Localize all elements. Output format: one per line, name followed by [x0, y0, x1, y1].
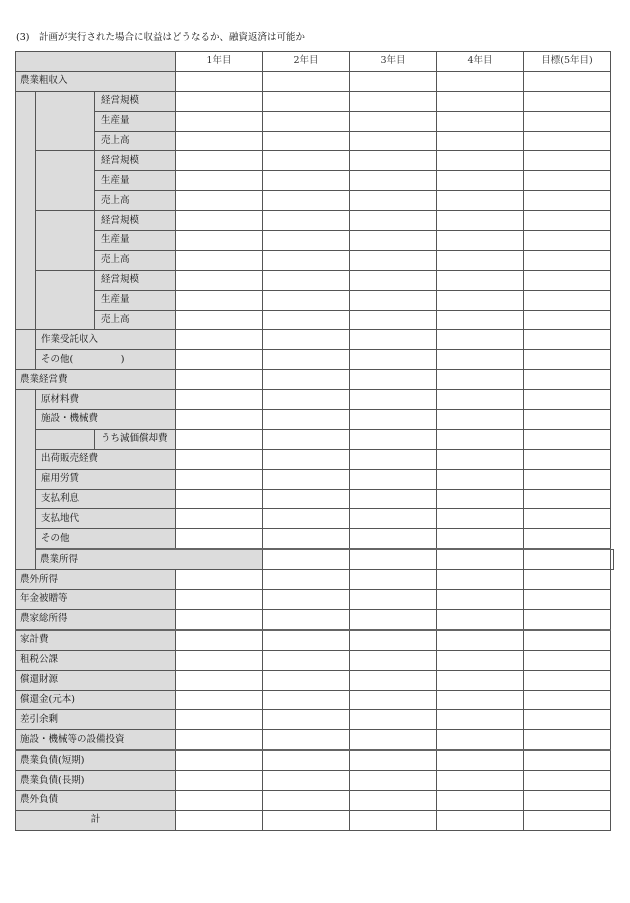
value-cell[interactable]: [263, 469, 350, 489]
value-cell[interactable]: [350, 191, 437, 211]
value-cell[interactable]: [524, 390, 611, 410]
value-cell[interactable]: [524, 771, 611, 791]
value-cell[interactable]: [350, 810, 437, 830]
corner-cell: [16, 52, 176, 72]
value-cell[interactable]: [350, 630, 437, 650]
value-cell[interactable]: [263, 630, 350, 650]
value-cell[interactable]: [350, 609, 437, 629]
value-cell[interactable]: [524, 290, 611, 310]
value-cell[interactable]: [263, 590, 350, 610]
value-cell[interactable]: [524, 570, 611, 590]
value-cell[interactable]: [263, 191, 350, 211]
value-cell[interactable]: [437, 151, 524, 171]
value-cell[interactable]: [350, 529, 437, 549]
value-cell[interactable]: [437, 429, 524, 449]
value-cell[interactable]: [524, 630, 611, 650]
value-cell[interactable]: [524, 790, 611, 810]
label-labor: 雇用労賃: [36, 469, 176, 489]
value-cell[interactable]: [263, 810, 350, 830]
label-scale: 経営規模: [95, 211, 176, 231]
value-cell[interactable]: [176, 290, 263, 310]
value-cell[interactable]: [176, 390, 263, 410]
value-cell[interactable]: [437, 529, 524, 549]
label-sales: 売上高: [95, 131, 176, 151]
value-cell[interactable]: [524, 151, 611, 171]
value-cell[interactable]: [437, 449, 524, 469]
value-cell[interactable]: [437, 250, 524, 270]
value-cell[interactable]: [263, 509, 350, 529]
value-cell[interactable]: [263, 250, 350, 270]
value-cell[interactable]: [263, 650, 350, 670]
income-bracket: [16, 330, 36, 370]
value-cell[interactable]: [350, 350, 437, 370]
value-cell[interactable]: [350, 710, 437, 730]
value-cell[interactable]: [437, 670, 524, 690]
value-cell[interactable]: [437, 650, 524, 670]
expense-bracket: [16, 390, 36, 570]
value-cell[interactable]: [263, 151, 350, 171]
income-plan-table: [15, 51, 614, 831]
label-repay-source: 償還財源: [16, 670, 176, 690]
label-income-header: 農業粗収入: [16, 71, 176, 91]
value-cell[interactable]: [263, 730, 350, 750]
crop-name-cell[interactable]: [36, 211, 95, 271]
value-cell[interactable]: [176, 330, 263, 350]
row-pension: [16, 590, 614, 610]
value-cell[interactable]: [176, 670, 263, 690]
label-production: 生産量: [95, 290, 176, 310]
row-nonfarm-income: [16, 570, 614, 590]
value-cell[interactable]: [350, 690, 437, 710]
label-investment: 施設・機械等の設備投資: [16, 730, 176, 750]
value-cell[interactable]: [263, 270, 350, 290]
value-cell[interactable]: [524, 489, 611, 509]
value-cell[interactable]: [263, 750, 350, 770]
row-debt-nonfarm: [16, 790, 614, 810]
label-living: 家計費: [16, 630, 176, 650]
value-cell[interactable]: [350, 290, 437, 310]
value-cell[interactable]: [176, 690, 263, 710]
label-debt-nonfarm: 農外負債: [16, 790, 176, 810]
row-surplus: [16, 710, 614, 730]
value-cell[interactable]: [350, 590, 437, 610]
value-cell[interactable]: [350, 449, 437, 469]
value-cell[interactable]: [263, 330, 350, 350]
income-bracket: [16, 91, 36, 330]
value-cell[interactable]: [524, 429, 611, 449]
value-cell[interactable]: [263, 690, 350, 710]
value-cell[interactable]: [176, 730, 263, 750]
value-cell[interactable]: [350, 390, 437, 410]
value-cell[interactable]: [176, 151, 263, 171]
value-cell[interactable]: [176, 370, 263, 390]
label-sales: 売上高: [95, 310, 176, 330]
value-cell[interactable]: [350, 131, 437, 151]
value-cell[interactable]: [263, 670, 350, 690]
value-cell[interactable]: [437, 771, 524, 791]
value-cell[interactable]: [176, 91, 263, 111]
value-cell[interactable]: [263, 410, 350, 430]
value-cell[interactable]: [263, 529, 350, 549]
value-cell[interactable]: [263, 790, 350, 810]
value-cell[interactable]: [437, 690, 524, 710]
value-cell[interactable]: [350, 111, 437, 131]
value-cell[interactable]: [350, 310, 437, 330]
value-cell[interactable]: [263, 71, 350, 91]
label-facilities: 施設・機械費: [36, 410, 176, 430]
value-cell[interactable]: [524, 171, 611, 191]
value-cell[interactable]: [263, 290, 350, 310]
value-cell[interactable]: [176, 810, 263, 830]
value-cell[interactable]: [437, 570, 524, 590]
value-cell[interactable]: [263, 390, 350, 410]
value-cell[interactable]: [176, 429, 263, 449]
value-cell[interactable]: [524, 590, 611, 610]
value-cell[interactable]: [437, 489, 524, 509]
value-cell[interactable]: [524, 549, 611, 569]
value-cell[interactable]: [437, 609, 524, 629]
value-cell[interactable]: [263, 609, 350, 629]
value-cell[interactable]: [524, 111, 611, 131]
row-total: [16, 810, 614, 830]
value-cell[interactable]: [524, 690, 611, 710]
value-cell[interactable]: [263, 370, 350, 390]
row-facilities: [16, 410, 614, 430]
value-cell[interactable]: [176, 171, 263, 191]
row-total-income: [16, 609, 614, 629]
row-farm-income: [16, 549, 614, 569]
value-cell[interactable]: [176, 191, 263, 211]
value-cell[interactable]: [524, 650, 611, 670]
value-cell[interactable]: [437, 171, 524, 191]
row-investment: [16, 730, 614, 750]
label-production: 生産量: [95, 111, 176, 131]
row-debt-long: [16, 771, 614, 791]
value-cell[interactable]: [176, 71, 263, 91]
value-cell[interactable]: [350, 171, 437, 191]
value-cell[interactable]: [611, 549, 614, 569]
row-other-income: [16, 350, 614, 370]
value-cell[interactable]: [524, 529, 611, 549]
column-header: 目標(5年目): [524, 52, 611, 72]
value-cell[interactable]: [176, 650, 263, 670]
value-cell[interactable]: [176, 410, 263, 430]
crop-name-cell[interactable]: [36, 151, 95, 211]
value-cell[interactable]: [524, 730, 611, 750]
row-production: [16, 171, 614, 191]
value-cell[interactable]: [437, 630, 524, 650]
value-cell[interactable]: [437, 310, 524, 330]
row-depreciation: [16, 429, 614, 449]
value-cell[interactable]: [176, 609, 263, 629]
label-debt-long: 農業負債(長期): [16, 771, 176, 791]
value-cell[interactable]: [176, 509, 263, 529]
row-scale: [16, 270, 614, 290]
value-cell[interactable]: [524, 509, 611, 529]
value-cell[interactable]: [437, 730, 524, 750]
value-cell[interactable]: [524, 609, 611, 629]
value-cell[interactable]: [437, 350, 524, 370]
label-scale: 経営規模: [95, 91, 176, 111]
value-cell[interactable]: [263, 231, 350, 251]
value-cell[interactable]: [437, 549, 524, 569]
value-cell[interactable]: [437, 509, 524, 529]
value-cell[interactable]: [176, 529, 263, 549]
crop-name-cell[interactable]: [36, 270, 95, 330]
value-cell[interactable]: [437, 370, 524, 390]
value-cell[interactable]: [524, 670, 611, 690]
row-other-expense: [16, 529, 614, 549]
value-cell[interactable]: [350, 410, 437, 430]
value-cell[interactable]: [350, 330, 437, 350]
header-row: [16, 52, 614, 72]
row-rent: [16, 509, 614, 529]
value-cell[interactable]: [176, 630, 263, 650]
row-production: [16, 290, 614, 310]
row-debt-short: [16, 750, 614, 770]
label-repayment: 償還金(元本): [16, 690, 176, 710]
row-contract-income: [16, 330, 614, 350]
row-scale: [16, 211, 614, 231]
value-cell[interactable]: [524, 710, 611, 730]
label-sales: 売上高: [95, 191, 176, 211]
row-repayment: [16, 690, 614, 710]
row-living: [16, 630, 614, 650]
row-sales: [16, 131, 614, 151]
value-cell[interactable]: [350, 489, 437, 509]
value-cell[interactable]: [437, 710, 524, 730]
value-cell[interactable]: [176, 231, 263, 251]
value-cell[interactable]: [263, 549, 350, 569]
value-cell[interactable]: [437, 469, 524, 489]
value-cell[interactable]: [524, 310, 611, 330]
label-scale: 経営規模: [95, 151, 176, 171]
row-materials: [16, 390, 614, 410]
value-cell[interactable]: [524, 330, 611, 350]
value-cell[interactable]: [176, 790, 263, 810]
label-contract-income: 作業受託収入: [36, 330, 176, 350]
value-cell[interactable]: [437, 270, 524, 290]
value-cell[interactable]: [437, 410, 524, 430]
column-header: 4年目: [437, 52, 524, 72]
value-cell[interactable]: [350, 570, 437, 590]
value-cell[interactable]: [176, 469, 263, 489]
value-cell[interactable]: [263, 171, 350, 191]
value-cell[interactable]: [524, 71, 611, 91]
row-taxes: [16, 650, 614, 670]
value-cell[interactable]: [437, 231, 524, 251]
label-rent: 支払地代: [36, 509, 176, 529]
row-repay-source: [16, 670, 614, 690]
row-production: [16, 111, 614, 131]
value-cell[interactable]: [263, 91, 350, 111]
value-cell[interactable]: [176, 131, 263, 151]
row-expense-header: [16, 370, 614, 390]
value-cell[interactable]: [350, 429, 437, 449]
value-cell[interactable]: [176, 449, 263, 469]
value-cell[interactable]: [263, 771, 350, 791]
value-cell[interactable]: [437, 390, 524, 410]
label-other-income: その他( ): [36, 350, 176, 370]
label-scale: 経営規模: [95, 270, 176, 290]
label-taxes: 租税公課: [16, 650, 176, 670]
value-cell[interactable]: [350, 151, 437, 171]
value-cell[interactable]: [437, 91, 524, 111]
crop-name-cell[interactable]: [36, 91, 95, 151]
value-cell[interactable]: [176, 111, 263, 131]
value-cell[interactable]: [350, 211, 437, 231]
label-interest: 支払利息: [36, 489, 176, 509]
label-pension: 年金被贈等: [16, 590, 176, 610]
value-cell[interactable]: [176, 310, 263, 330]
value-cell[interactable]: [350, 250, 437, 270]
value-cell[interactable]: [524, 270, 611, 290]
value-cell[interactable]: [437, 790, 524, 810]
row-scale: [16, 151, 614, 171]
value-cell[interactable]: [524, 211, 611, 231]
value-cell[interactable]: [350, 790, 437, 810]
value-cell[interactable]: [176, 750, 263, 770]
value-cell[interactable]: [524, 370, 611, 390]
value-cell[interactable]: [176, 570, 263, 590]
depreciation-indent: [36, 429, 95, 449]
label-sales: 売上高: [95, 250, 176, 270]
value-cell[interactable]: [524, 469, 611, 489]
value-cell[interactable]: [176, 489, 263, 509]
row-shipping: [16, 449, 614, 469]
label-total-income: 農家総所得: [16, 609, 176, 629]
label-other-expense: その他: [36, 529, 176, 549]
value-cell[interactable]: [350, 469, 437, 489]
value-cell[interactable]: [437, 290, 524, 310]
label-farm-income: 農業所得: [36, 549, 263, 569]
value-cell[interactable]: [524, 410, 611, 430]
value-cell[interactable]: [350, 91, 437, 111]
row-scale: [16, 91, 614, 111]
value-cell[interactable]: [263, 710, 350, 730]
value-cell[interactable]: [263, 111, 350, 131]
value-cell[interactable]: [263, 131, 350, 151]
value-cell[interactable]: [263, 449, 350, 469]
row-sales: [16, 250, 614, 270]
value-cell[interactable]: [524, 131, 611, 151]
value-cell[interactable]: [350, 71, 437, 91]
value-cell[interactable]: [437, 750, 524, 770]
value-cell[interactable]: [350, 270, 437, 290]
value-cell[interactable]: [350, 231, 437, 251]
value-cell[interactable]: [524, 810, 611, 830]
value-cell[interactable]: [437, 131, 524, 151]
label-shipping: 出荷販売経費: [36, 449, 176, 469]
value-cell[interactable]: [176, 710, 263, 730]
column-header: 3年目: [350, 52, 437, 72]
label-materials: 原材料費: [36, 390, 176, 410]
label-debt-short: 農業負債(短期): [16, 750, 176, 770]
label-total: 計: [16, 810, 176, 830]
value-cell[interactable]: [263, 310, 350, 330]
value-cell[interactable]: [350, 370, 437, 390]
value-cell[interactable]: [263, 429, 350, 449]
label-depreciation: うち減価償却費: [95, 429, 176, 449]
page-title: (3) 計画が実行された場合に収益はどうなるか、融資返済は可能か: [16, 32, 305, 43]
value-cell[interactable]: [263, 350, 350, 370]
value-cell[interactable]: [437, 71, 524, 91]
row-income-header: [16, 71, 614, 91]
value-cell[interactable]: [524, 449, 611, 469]
row-sales: [16, 191, 614, 211]
value-cell[interactable]: [176, 771, 263, 791]
value-cell[interactable]: [524, 250, 611, 270]
value-cell[interactable]: [263, 489, 350, 509]
value-cell[interactable]: [176, 350, 263, 370]
row-sales: [16, 310, 614, 330]
label-expense-header: 農業経営費: [16, 370, 176, 390]
column-header: 2年目: [263, 52, 350, 72]
value-cell[interactable]: [524, 750, 611, 770]
value-cell[interactable]: [350, 730, 437, 750]
value-cell[interactable]: [350, 509, 437, 529]
value-cell[interactable]: [350, 670, 437, 690]
value-cell[interactable]: [524, 350, 611, 370]
value-cell[interactable]: [524, 231, 611, 251]
label-production: 生産量: [95, 171, 176, 191]
value-cell[interactable]: [350, 549, 437, 569]
value-cell[interactable]: [437, 191, 524, 211]
value-cell[interactable]: [524, 191, 611, 211]
value-cell[interactable]: [437, 810, 524, 830]
value-cell[interactable]: [437, 330, 524, 350]
value-cell[interactable]: [176, 590, 263, 610]
value-cell[interactable]: [263, 570, 350, 590]
column-header: 1年目: [176, 52, 263, 72]
value-cell[interactable]: [176, 270, 263, 290]
value-cell[interactable]: [350, 650, 437, 670]
row-labor: [16, 469, 614, 489]
value-cell[interactable]: [437, 111, 524, 131]
label-surplus: 差引余剰: [16, 710, 176, 730]
label-production: 生産量: [95, 231, 176, 251]
value-cell[interactable]: [176, 211, 263, 231]
row-production: [16, 231, 614, 251]
value-cell[interactable]: [263, 211, 350, 231]
value-cell[interactable]: [350, 750, 437, 770]
value-cell[interactable]: [176, 250, 263, 270]
value-cell[interactable]: [350, 771, 437, 791]
row-interest: [16, 489, 614, 509]
value-cell[interactable]: [437, 211, 524, 231]
label-nonfarm-income: 農外所得: [16, 570, 176, 590]
value-cell[interactable]: [524, 91, 611, 111]
value-cell[interactable]: [437, 590, 524, 610]
